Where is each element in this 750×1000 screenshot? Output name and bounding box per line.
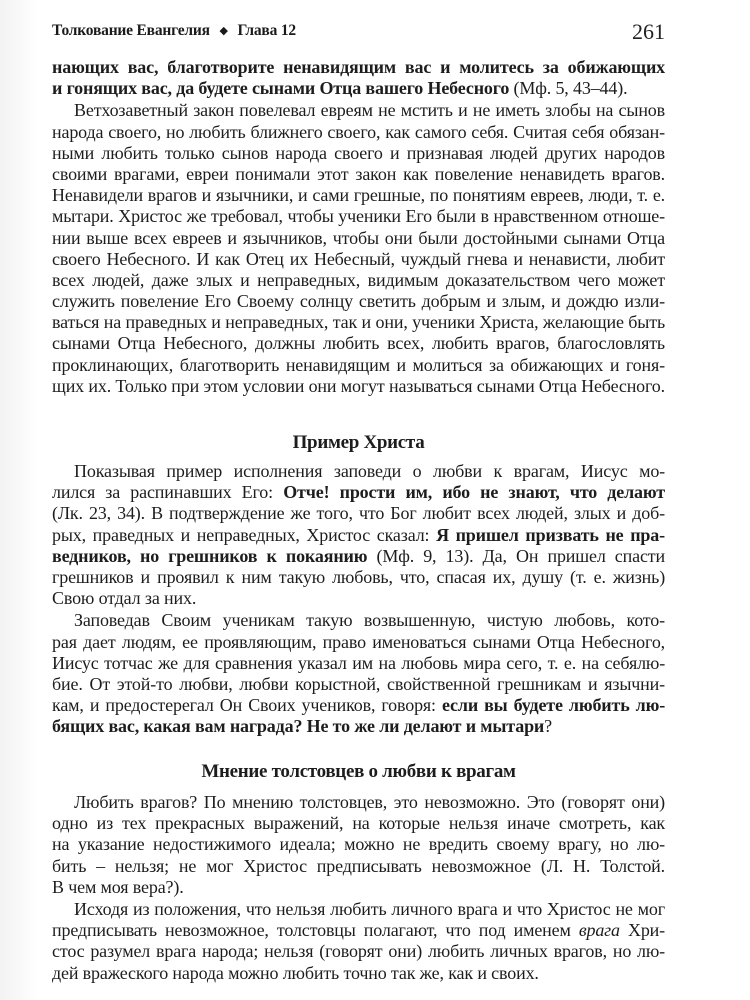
text-line [52,185,665,206]
text-section-love-enemies [52,57,665,397]
text-line [52,312,665,333]
text-line [52,877,665,898]
body-text: дей вражеского народа можно любить точно так же, как и своих. [52,962,539,983]
body-text: щих их. Только при этом условии они могут называться сынами Отца Небесного. [52,375,666,396]
section-heading-example-of-christ: Пример Христа [292,432,425,453]
paragraph [52,461,665,609]
body-text: (Мф. 9, 13). Да, Он пришел спасти [367,545,665,566]
diamond-separator-icon: ◆ [219,25,228,37]
text-line [52,632,665,653]
body-text: Любить врагов? По мнению толстовцев, это невозможно. Это (говорят они) [74,792,666,812]
bold-quote-text: Отче! прости им, ибо не знают, что делают [283,482,665,503]
text-line [52,376,665,397]
running-title: Толкование Евангелия [52,22,210,39]
text-line [52,899,665,920]
body-text: проклинающих, благотворить ненавидящим и молиться за обижающих и гоня- [52,354,665,375]
text-line [52,249,665,270]
paragraph [52,792,665,898]
bold-quote-text: бящих вас, какая вам награда? Не то же ли делают и мытари [52,716,545,737]
body-text: стос разумел врага народа; нельзя (говорят они) любить личных врагов, но лю- [52,941,666,962]
text-section-example-of-christ [52,461,665,737]
text-line [52,567,665,588]
paragraph [52,610,665,737]
body-text: кам, и предостерегал Он Своих учеников, говоря: [52,695,442,716]
body-text: бие. От этой-то любви, любви корыстной, свойственной грешникам и язычни- [52,673,665,694]
text-line [52,333,665,354]
text-line [52,856,665,877]
body-text: рых, праведных и неправедных, Христос сказал: [52,524,437,545]
text-line [52,270,665,291]
body-text: нии выше всех евреев и язычников, чтобы они были достойными сынами Отца [52,227,665,248]
body-text: ными любить только сынов народа своего и признавая людей других народов [52,142,665,163]
body-text: народа своего, но любить ближнего своего, как самого себя. Считая себя обязан- [52,121,665,142]
body-text: Свою отдал за них. [52,588,197,609]
text-line [52,695,665,716]
text-line [52,228,665,249]
paragraph [52,57,665,99]
body-text: предписывать невозможное, толстовцы полагают, что под именем [52,920,579,941]
bold-quote-text: Я пришел призвать не пра- [436,524,665,545]
body-text: рая дает людям, ее проявляющим, право именоваться сынами Отца Небесного, [52,631,666,652]
bold-quote-text: если вы будете любить лю- [441,695,666,716]
text-line [52,653,665,674]
paragraph [52,100,665,397]
text-line [52,57,665,78]
italic-text: врага [578,920,620,941]
bold-quote-text: и гонящих вас, да будете сынами Отца вашего Небесного [52,78,510,99]
text-line [52,461,665,482]
bold-quote-text: нающих вас, благотворите ненавидящим вас и молитесь за обижающих [52,57,666,77]
body-text: своими врагами, евреи понимали этот закон как повеление ненавидеть врагов. [52,163,665,184]
body-text: Исходя из положения, что нельзя любить личного врага и что Христос не мог [74,898,665,919]
text-line [52,291,665,312]
section-heading-tolstoyans-opinion: Мнение толстовцев о любви к врагам [201,761,516,782]
body-text: Ветхозаветный закон повелевал евреям не мстить и не иметь злобы на сынов [74,100,666,121]
body-text: лился за распинавших Его: [52,482,284,503]
body-text: на указание недостижимого идеала; можно не вредить своему врагу, но лю- [52,834,666,855]
text-line [52,588,665,609]
body-text: одно из тех прекрасных выражений, на которые нельзя иначе смотреть, как [52,813,666,834]
text-section-tolstoyans-opinion [52,792,665,984]
body-text: служить повеление Его Своему солнцу светить добрым и злым, и дождю изли- [52,291,665,312]
body-text: (Лк. 23, 34). В подтверждение же того, что Бог любит всех людей, злых и доб- [52,503,665,524]
page-gutter-shadow [0,0,38,1000]
running-head [52,22,296,40]
text-line [52,164,665,185]
body-text: всех людей, даже злых и неправедных, видимым доказательством чего может [52,269,665,290]
bold-quote-text: ведников, но грешников к покаянию [52,545,368,566]
text-line [52,674,665,695]
text-line [52,482,665,503]
page-number: 261 [632,19,665,44]
body-text: бить – нельзя; не мог Христос предписывать невозможное (Л. Н. Толстой. [52,855,666,876]
body-text: ваться на праведных и неправедных, так и они, ученики Христа, желающие быть [52,312,666,333]
body-text: сынами Отца Небесного, должны любить всех, любить врагов, благословлять [52,333,665,354]
text-line [52,503,665,524]
text-line [52,610,665,631]
text-line [52,122,665,143]
body-text: ? [544,716,552,737]
text-line [52,792,665,813]
text-line [52,546,665,567]
text-line [52,834,665,855]
text-line [52,813,665,834]
body-text: В чем моя вера?). [52,876,184,897]
chapter-label: Глава 12 [237,22,296,39]
body-text: (Мф. 5, 43–44). [509,78,628,99]
body-text: Ненавидели врагов и язычники, и сами грешные, по понятиям евреев, люди, т. е. [52,185,666,206]
text-line [52,206,665,227]
body-text: Иисус тотчас же для сравнения указал им на любовь мира сего, т. е. на себялю- [52,652,666,673]
text-line [52,920,665,941]
text-line [52,716,665,737]
body-text: мытари. Христос же требовал, чтобы ученики Его были в нравственном отноше- [52,206,665,227]
text-line [52,941,665,962]
text-line [52,525,665,546]
text-line [52,355,665,376]
body-text: грешников и проявил к ним такую любовь, что, спасая их, душу (т. е. жизнь) [52,566,666,587]
body-text: Показывая пример исполнения заповеди о любви к врагам, Иисус мо- [74,461,666,481]
body-text: Хри- [619,920,665,941]
body-text: Заповедав Своим ученикам такую возвышенную, чистую любовь, кото- [74,610,665,631]
body-text: своего Небесного. И как Отец их Небесный, чуждый гнева и ненависти, любит [52,248,665,269]
text-line [52,100,665,121]
text-line [52,78,665,99]
paragraph [52,899,665,984]
text-line [52,963,665,984]
text-line [52,143,665,164]
